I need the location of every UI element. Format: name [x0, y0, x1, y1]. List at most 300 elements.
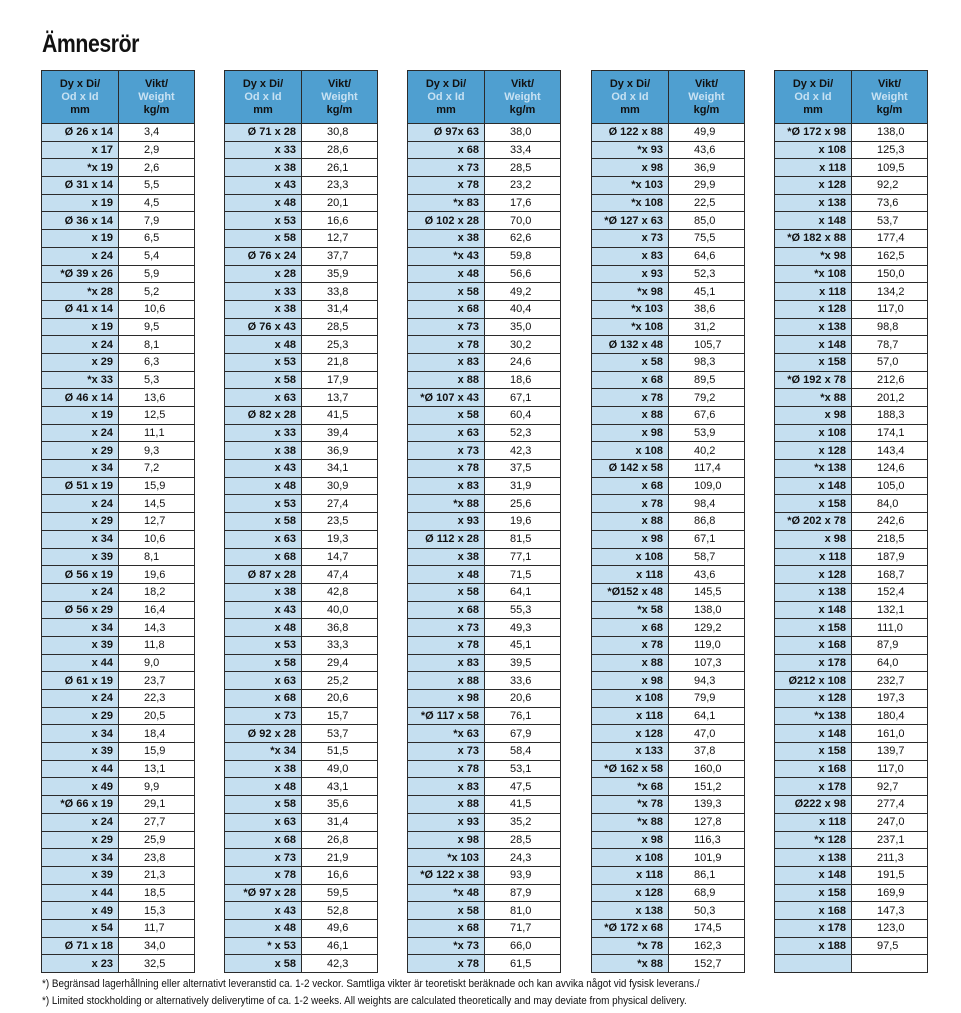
weight-cell: 123,0 [852, 919, 928, 937]
table-row [225, 407, 378, 425]
dimension-cell: x 63 [225, 389, 302, 407]
table-row [42, 212, 195, 230]
weight-cell: 30,2 [485, 336, 561, 354]
weight-cell: 84,0 [852, 495, 928, 513]
dimension-cell: x 34 [42, 460, 119, 478]
weight-cell: 15,3 [119, 902, 195, 920]
weight-cell: 28,5 [485, 831, 561, 849]
weight-cell: 27,4 [302, 495, 378, 513]
weight-cell: 53,7 [852, 212, 928, 230]
dimension-cell: *x 34 [225, 743, 302, 761]
dimension-cell: *x 43 [408, 247, 485, 265]
table-row [592, 955, 745, 973]
weight-cell: 78,7 [852, 336, 928, 354]
dimension-cell: x 118 [775, 283, 852, 301]
table-row [775, 902, 928, 920]
table-row [408, 230, 561, 248]
dimension-cell: Ø 97x 63 [408, 124, 485, 142]
dimension-cell: *Ø 182 x 88 [775, 230, 852, 248]
weight-cell: 26,1 [302, 159, 378, 177]
weight-header-line-3: kg/m [876, 103, 903, 116]
table-row [592, 813, 745, 831]
table-row [592, 601, 745, 619]
dimension-cell: Ø 56 x 29 [42, 601, 119, 619]
table-row [408, 477, 561, 495]
table-row [775, 725, 928, 743]
dimension-cell: *x 103 [592, 177, 669, 195]
table-row [775, 371, 928, 389]
dimension-cell: x 29 [42, 353, 119, 371]
table-row [592, 424, 745, 442]
dimension-cell: x 158 [775, 619, 852, 637]
weight-cell: 36,8 [302, 619, 378, 637]
dimension-cell: x 148 [775, 477, 852, 495]
dimension-cell: x 148 [775, 212, 852, 230]
dimension-cell: x 78 [408, 460, 485, 478]
dimension-header-line-1: Dy x Di/ [59, 77, 101, 90]
dimension-cell: Ø 102 x 28 [408, 212, 485, 230]
dimension-cell: Ø 26 x 14 [42, 124, 119, 142]
weight-cell: 177,4 [852, 230, 928, 248]
dimension-cell: x 88 [592, 654, 669, 672]
weight-header-line-2: Weight [321, 90, 358, 103]
dimension-cell: x 98 [592, 831, 669, 849]
dimension-cell: x 73 [225, 707, 302, 725]
dimension-cell: x 98 [592, 159, 669, 177]
dimension-cell: x 68 [408, 919, 485, 937]
table-row [408, 212, 561, 230]
table-row [775, 672, 928, 690]
table-row [42, 831, 195, 849]
weight-cell: 232,7 [852, 672, 928, 690]
dimension-cell: x 33 [225, 141, 302, 159]
weight-cell: 28,6 [302, 141, 378, 159]
weight-cell: 28,5 [485, 159, 561, 177]
dimension-cell: x 49 [42, 902, 119, 920]
weight-cell: 277,4 [852, 796, 928, 814]
dimension-cell: x 34 [42, 619, 119, 637]
dimension-cell: x 38 [225, 300, 302, 318]
weight-cell: 85,0 [669, 212, 745, 230]
tube-table-4 [591, 70, 745, 973]
dimension-cell: x 53 [225, 636, 302, 654]
weight-cell: 64,6 [669, 247, 745, 265]
table-row [225, 672, 378, 690]
weight-cell: 201,2 [852, 389, 928, 407]
weight-cell: 49,0 [302, 760, 378, 778]
table-row [408, 177, 561, 195]
table-row [408, 141, 561, 159]
table-row [225, 495, 378, 513]
dimension-cell: *Ø 202 x 78 [775, 513, 852, 531]
dimension-cell: Ø 87 x 28 [225, 566, 302, 584]
dimension-cell: x 48 [408, 265, 485, 283]
weight-header [669, 71, 745, 124]
weight-cell: 58,4 [485, 743, 561, 761]
dimension-cell: *x 138 [775, 707, 852, 725]
weight-cell: 35,9 [302, 265, 378, 283]
table-row [42, 194, 195, 212]
dimension-cell: x 73 [408, 442, 485, 460]
weight-cell: 101,9 [669, 849, 745, 867]
dimension-cell: x 39 [42, 743, 119, 761]
table-row [225, 796, 378, 814]
weight-cell: 37,8 [669, 743, 745, 761]
dimension-cell: x 158 [775, 884, 852, 902]
weight-cell: 169,9 [852, 884, 928, 902]
table-row [408, 159, 561, 177]
table-row [408, 866, 561, 884]
weight-cell: 19,6 [485, 513, 561, 531]
weight-cell: 14,5 [119, 495, 195, 513]
dimension-cell: x 49 [42, 778, 119, 796]
dimension-cell: x 28 [225, 265, 302, 283]
table-row [42, 265, 195, 283]
dimension-cell: x 58 [225, 796, 302, 814]
weight-cell: 77,1 [485, 548, 561, 566]
weight-cell: 27,7 [119, 813, 195, 831]
weight-cell: 38,6 [669, 300, 745, 318]
dimension-cell [775, 955, 852, 973]
table-row [592, 654, 745, 672]
dimension-cell: x 58 [592, 353, 669, 371]
table-row [775, 583, 928, 601]
table-row [775, 849, 928, 867]
dimension-cell: x 78 [592, 389, 669, 407]
table-row [592, 141, 745, 159]
dimension-cell: x 118 [592, 707, 669, 725]
table-row [775, 318, 928, 336]
dimension-cell: x 128 [775, 690, 852, 708]
dimension-header-line-2: Od x Id [611, 90, 649, 103]
table-row [225, 530, 378, 548]
table-row [775, 265, 928, 283]
dimension-cell: x 88 [592, 407, 669, 425]
dimension-cell: x 83 [408, 654, 485, 672]
dimension-header-line-2: Od x Id [427, 90, 465, 103]
table-row [592, 318, 745, 336]
table-row [42, 336, 195, 354]
dimension-cell: x 108 [775, 424, 852, 442]
dimension-cell: x 63 [408, 424, 485, 442]
table-row [225, 707, 378, 725]
weight-cell: 14,3 [119, 619, 195, 637]
table-row [408, 424, 561, 442]
weight-cell: 47,5 [485, 778, 561, 796]
dimension-cell: *x 108 [592, 194, 669, 212]
weight-cell: 59,8 [485, 247, 561, 265]
weight-header-line-3: kg/m [326, 103, 353, 116]
dimension-cell: x 53 [225, 353, 302, 371]
dimension-cell: *Ø 97 x 28 [225, 884, 302, 902]
weight-cell: 59,5 [302, 884, 378, 902]
dimension-cell: x 78 [592, 495, 669, 513]
dimension-cell: x 68 [592, 371, 669, 389]
weight-header-line-1: Vikt/ [327, 77, 352, 90]
weight-cell: 132,1 [852, 601, 928, 619]
tube-table-2 [224, 70, 378, 973]
weight-cell: 86,1 [669, 866, 745, 884]
dimension-cell: x 98 [592, 672, 669, 690]
weight-cell: 49,6 [302, 919, 378, 937]
weight-cell: 40,2 [669, 442, 745, 460]
table-row [592, 548, 745, 566]
weight-cell: 11,7 [119, 919, 195, 937]
weight-cell: 117,0 [852, 760, 928, 778]
weight-cell: 39,4 [302, 424, 378, 442]
weight-cell: 75,5 [669, 230, 745, 248]
weight-header-line-1: Vikt/ [694, 77, 719, 90]
table-row [225, 902, 378, 920]
table-row [408, 884, 561, 902]
dimension-cell: *x 128 [775, 831, 852, 849]
table-row [225, 654, 378, 672]
weight-cell: 180,4 [852, 707, 928, 725]
dimension-cell: x 58 [225, 371, 302, 389]
table-row [42, 177, 195, 195]
weight-cell [852, 955, 928, 973]
dimension-header-line-3: mm [70, 103, 90, 116]
dimension-cell: x 83 [408, 778, 485, 796]
table-row [408, 194, 561, 212]
dimension-cell: *Ø 66 x 19 [42, 796, 119, 814]
dimension-header-line-1: Dy x Di/ [609, 77, 651, 90]
table-row [592, 583, 745, 601]
dimension-cell: x 83 [408, 353, 485, 371]
weight-header [302, 71, 378, 124]
table-row [225, 937, 378, 955]
dimension-cell: x 24 [42, 336, 119, 354]
weight-cell: 40,0 [302, 601, 378, 619]
dimension-cell: Ø 56 x 19 [42, 566, 119, 584]
table-row [225, 919, 378, 937]
weight-cell: 60,4 [485, 407, 561, 425]
weight-cell: 13,1 [119, 760, 195, 778]
table-row [775, 477, 928, 495]
table-row [592, 725, 745, 743]
table-row [42, 548, 195, 566]
table-row [408, 902, 561, 920]
table-row [592, 353, 745, 371]
weight-cell: 71,5 [485, 566, 561, 584]
weight-cell: 237,1 [852, 831, 928, 849]
table-row [775, 177, 928, 195]
weight-cell: 18,6 [485, 371, 561, 389]
table-row [225, 778, 378, 796]
weight-cell: 92,2 [852, 177, 928, 195]
weight-header-line-2: Weight [504, 90, 541, 103]
weight-cell: 35,6 [302, 796, 378, 814]
dimension-header-line-1: Dy x Di/ [792, 77, 834, 90]
weight-cell: 81,5 [485, 530, 561, 548]
table-row [592, 159, 745, 177]
dimension-cell: Ø 112 x 28 [408, 530, 485, 548]
table-row [592, 760, 745, 778]
weight-cell: 9,0 [119, 654, 195, 672]
table-row [408, 654, 561, 672]
weight-cell: 138,0 [852, 124, 928, 142]
table-row [225, 884, 378, 902]
dimension-cell: x 93 [408, 513, 485, 531]
table-row [775, 159, 928, 177]
table-row [42, 513, 195, 531]
dimension-cell: *Ø 107 x 43 [408, 389, 485, 407]
dimension-cell: x 34 [42, 530, 119, 548]
weight-cell: 105,7 [669, 336, 745, 354]
weight-cell: 16,6 [302, 212, 378, 230]
weight-cell: 34,0 [119, 937, 195, 955]
weight-cell: 16,4 [119, 601, 195, 619]
weight-cell: 49,3 [485, 619, 561, 637]
table-row [408, 407, 561, 425]
dimension-cell: x 29 [42, 707, 119, 725]
weight-cell: 5,3 [119, 371, 195, 389]
weight-cell: 9,5 [119, 318, 195, 336]
dimension-cell: x 108 [592, 442, 669, 460]
weight-cell: 109,0 [669, 477, 745, 495]
dimension-cell: x 48 [225, 619, 302, 637]
dimension-cell: x 48 [408, 566, 485, 584]
weight-cell: 25,2 [302, 672, 378, 690]
weight-header-line-3: kg/m [509, 103, 536, 116]
weight-cell: 58,7 [669, 548, 745, 566]
weight-cell: 49,2 [485, 283, 561, 301]
page-title: Ämnesrör [42, 30, 139, 58]
dimension-cell: x 88 [408, 672, 485, 690]
dimension-cell: x 58 [408, 902, 485, 920]
table-row [775, 194, 928, 212]
table-row [592, 389, 745, 407]
weight-cell: 7,9 [119, 212, 195, 230]
weight-cell: 33,6 [485, 672, 561, 690]
table-row [42, 743, 195, 761]
dimension-cell: x 78 [408, 760, 485, 778]
weight-cell: 21,9 [302, 849, 378, 867]
dimension-cell: *Ø 39 x 26 [42, 265, 119, 283]
weight-cell: 19,3 [302, 530, 378, 548]
dimension-cell: x 168 [775, 636, 852, 654]
weight-cell: 28,5 [302, 318, 378, 336]
weight-cell: 45,1 [485, 636, 561, 654]
dimension-cell: x 98 [408, 690, 485, 708]
dimension-cell: x 158 [775, 353, 852, 371]
table-row [592, 937, 745, 955]
dimension-cell: x 53 [225, 495, 302, 513]
table-row [408, 124, 561, 142]
dimension-cell: x 24 [42, 424, 119, 442]
dimension-cell: x 39 [42, 548, 119, 566]
dimension-cell: x 138 [775, 849, 852, 867]
dimension-cell: x 34 [42, 849, 119, 867]
dimension-cell: x 148 [775, 866, 852, 884]
dimension-header-line-3: mm [436, 103, 456, 116]
weight-header-line-2: Weight [871, 90, 908, 103]
weight-cell: 188,3 [852, 407, 928, 425]
weight-cell: 57,0 [852, 353, 928, 371]
weight-cell: 35,0 [485, 318, 561, 336]
weight-cell: 4,5 [119, 194, 195, 212]
dimension-cell: x 54 [42, 919, 119, 937]
dimension-cell: *Ø 172 x 98 [775, 124, 852, 142]
dimension-cell: *x 28 [42, 283, 119, 301]
table-row [775, 636, 928, 654]
weight-cell: 13,6 [119, 389, 195, 407]
weight-cell: 6,3 [119, 353, 195, 371]
table-row [408, 353, 561, 371]
table-row [408, 495, 561, 513]
table-row [42, 442, 195, 460]
weight-cell: 56,6 [485, 265, 561, 283]
table-row [775, 212, 928, 230]
table-row [225, 124, 378, 142]
weight-cell: 62,6 [485, 230, 561, 248]
table-row [592, 407, 745, 425]
weight-cell: 33,3 [302, 636, 378, 654]
weight-cell: 127,8 [669, 813, 745, 831]
table-row [775, 831, 928, 849]
weight-cell: 61,5 [485, 955, 561, 973]
dimension-cell: *Ø 162 x 58 [592, 760, 669, 778]
table-row [775, 247, 928, 265]
dimension-cell: x 23 [42, 955, 119, 973]
weight-cell: 160,0 [669, 760, 745, 778]
weight-cell: 134,2 [852, 283, 928, 301]
weight-cell: 20,5 [119, 707, 195, 725]
table-row [408, 318, 561, 336]
weight-cell: 23,3 [302, 177, 378, 195]
weight-cell: 119,0 [669, 636, 745, 654]
table-row [42, 813, 195, 831]
dimension-cell: x 44 [42, 654, 119, 672]
dimension-cell: x 19 [42, 318, 119, 336]
table-row [775, 919, 928, 937]
dimension-cell: x 108 [775, 141, 852, 159]
weight-cell: 15,9 [119, 477, 195, 495]
weight-cell: 68,9 [669, 884, 745, 902]
table-row [42, 159, 195, 177]
dimension-cell: x 78 [408, 336, 485, 354]
dimension-cell: *x 138 [775, 460, 852, 478]
dimension-cell: x 24 [42, 583, 119, 601]
dimension-cell: x 53 [225, 212, 302, 230]
weight-cell: 162,3 [669, 937, 745, 955]
weight-cell: 67,1 [485, 389, 561, 407]
weight-cell: 211,3 [852, 849, 928, 867]
weight-cell: 24,3 [485, 849, 561, 867]
dimension-header-line-1: Dy x Di/ [425, 77, 467, 90]
table-row [592, 743, 745, 761]
weight-cell: 76,1 [485, 707, 561, 725]
dimension-cell: Ø212 x 108 [775, 672, 852, 690]
dimension-cell: x 38 [225, 583, 302, 601]
table-row [225, 477, 378, 495]
dimension-header-line-1: Dy x Di/ [242, 77, 284, 90]
dimension-cell: x 178 [775, 778, 852, 796]
dimension-cell: x 148 [775, 725, 852, 743]
dimension-cell: x 38 [408, 230, 485, 248]
weight-cell: 87,9 [485, 884, 561, 902]
weight-cell: 55,3 [485, 601, 561, 619]
dimension-cell: x 58 [225, 230, 302, 248]
table-row [42, 636, 195, 654]
dimension-header-line-3: mm [803, 103, 823, 116]
table-row [42, 389, 195, 407]
table-row [775, 778, 928, 796]
table-row [408, 389, 561, 407]
table-row [592, 690, 745, 708]
table-row [775, 300, 928, 318]
dimension-cell: x 34 [42, 725, 119, 743]
